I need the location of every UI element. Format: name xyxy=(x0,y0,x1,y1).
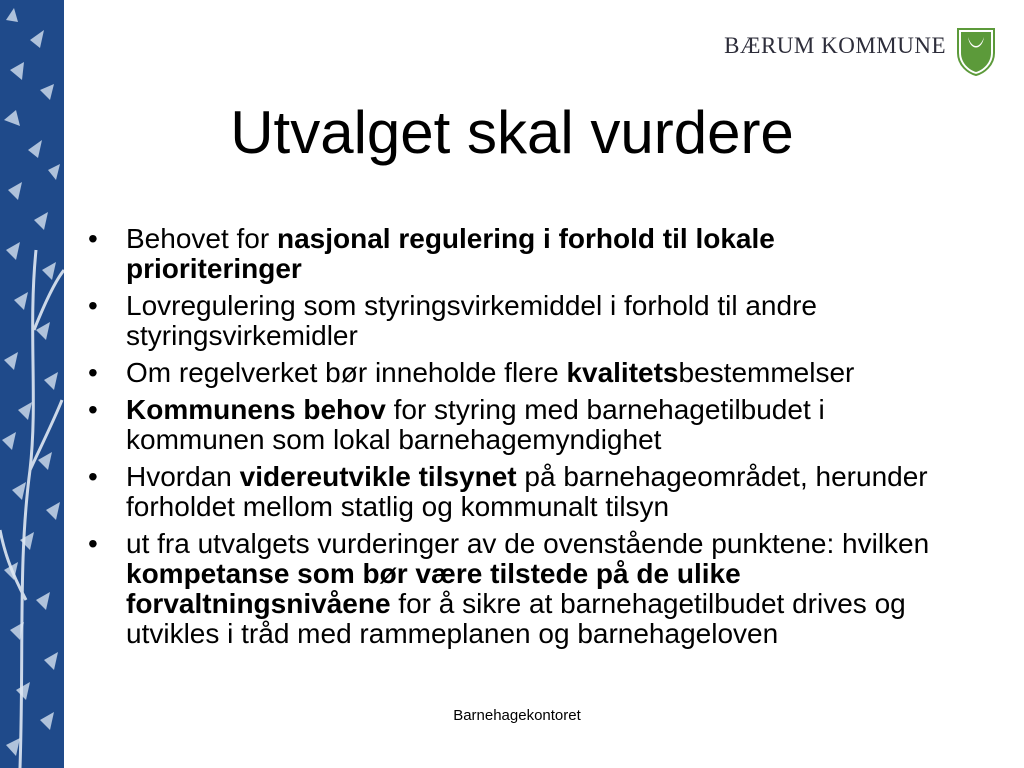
bullet-text: bestemmelser xyxy=(678,357,855,388)
bullet-text: på barnehageområdet, herunder forholdet mellom statlig og kommunalt tilsyn xyxy=(126,461,928,522)
bullet-text: for å sikre at barnehagetilbudet drives og utvikles i tråd med rammeplanen og barnehageloven xyxy=(126,588,906,649)
bullet-marker: • xyxy=(88,394,98,425)
bullet-text: Om regelverket bør inneholde flere xyxy=(126,357,567,388)
bullet-marker: • xyxy=(88,528,98,559)
bullet-text: for styring med barnehagetilbudet i kommunen som lokal barnehagemyndighet xyxy=(126,394,825,455)
bullet-text: Lovregulering som styringsvirkemiddel i forhold til andre styringsvirkemidler xyxy=(126,290,817,351)
bullet-text: Hvordan xyxy=(126,461,240,492)
bullet-marker: • xyxy=(88,290,98,321)
bullet-bold-text: nasjonal regulering i forhold til lokale prioriteringer xyxy=(126,223,775,284)
bullet-list xyxy=(86,224,946,656)
bullet-item xyxy=(86,291,946,351)
bullet-text: Behovet for xyxy=(126,223,277,254)
slide-title: Utvalget skal vurdere xyxy=(230,99,794,166)
bullet-item xyxy=(86,529,946,649)
bullet-item xyxy=(86,395,946,455)
bullet-bold-text: kompetanse som bør være tilstede på de ulike forvaltningsnivåene xyxy=(126,558,741,619)
shield-icon xyxy=(956,27,996,77)
bullet-marker: • xyxy=(88,223,98,254)
bullet-bold-text: videreutvikle tilsynet xyxy=(239,461,517,492)
footer-text: Barnehagekontoret xyxy=(453,707,581,724)
logo-text: BÆRUM KOMMUNE xyxy=(724,33,946,58)
bullet-item xyxy=(86,358,946,388)
bullet-bold-text: kvalitets xyxy=(566,357,679,388)
bullet-bold-text: Kommunens behov xyxy=(126,394,386,425)
bullet-item xyxy=(86,462,946,522)
bullet-item xyxy=(86,224,946,284)
bullet-text: ut fra utvalgets vurderinger av de ovenstående punktene: hvilken xyxy=(126,528,930,559)
bullet-marker: • xyxy=(88,357,98,388)
municipality-logo xyxy=(724,24,996,80)
bullet-marker: • xyxy=(88,461,98,492)
